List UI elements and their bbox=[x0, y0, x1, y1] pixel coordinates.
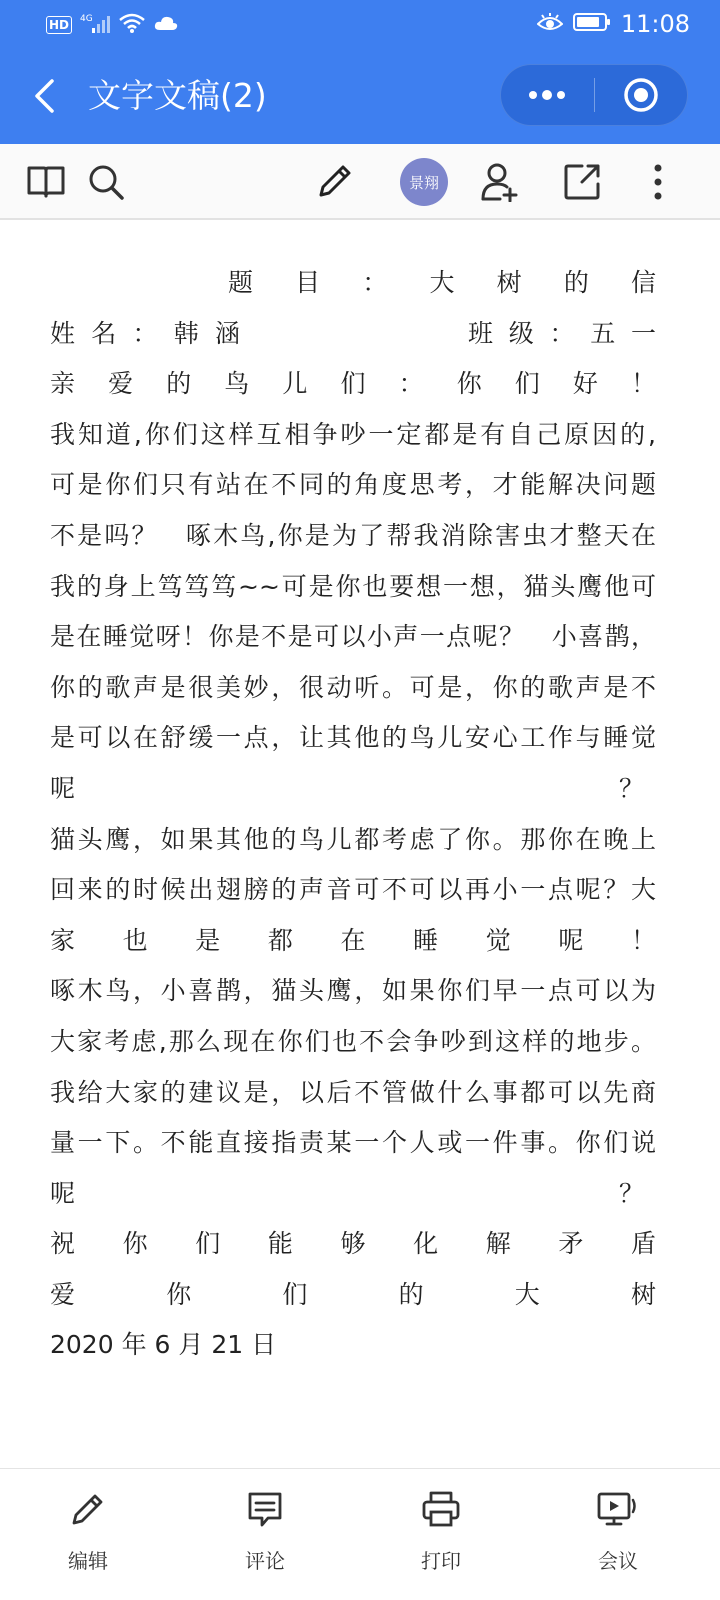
doc-line: 不是吗？ 啄木鸟,你是为了帮我消除害虫才整天在 bbox=[50, 520, 656, 550]
doc-date: 2020 年 6 月 21 日 bbox=[50, 1330, 277, 1360]
back-arrow-icon bbox=[32, 78, 56, 114]
edit-button[interactable] bbox=[38, 1487, 138, 1574]
doc-text: ？ bbox=[618, 1178, 644, 1208]
network-label: 4G bbox=[80, 14, 93, 24]
pencil-icon bbox=[315, 163, 353, 201]
doc-line: 我的身上笃笃笃~~可是你也要想一想，猫头鹰他可 bbox=[50, 571, 656, 601]
doc-text: 呢 bbox=[50, 773, 76, 803]
doc-line: 可是你们只有站在不同的角度思考，才能解决问题 bbox=[50, 470, 656, 500]
comment-icon bbox=[243, 1487, 287, 1531]
doc-line: 啄木鸟，小喜鹊，猫头鹰，如果你们早一点可以为 bbox=[50, 976, 656, 1006]
doc-line: 祝你们能够化解矛盾 bbox=[50, 1229, 656, 1259]
document-body bbox=[50, 258, 656, 1371]
mini-program-capsule bbox=[500, 64, 688, 126]
doc-line: 是在睡觉呀！你是不是可以小声一点呢？ 小喜鹊， bbox=[50, 622, 656, 652]
more-options-button[interactable] bbox=[634, 158, 682, 206]
close-target-icon bbox=[623, 77, 659, 113]
doc-line: 量一下。不能直接指责某一个人或一件事。你们说 bbox=[50, 1128, 656, 1158]
doc-line: 我给大家的建议是，以后不管做什么事都可以先商 bbox=[50, 1077, 656, 1107]
status-left bbox=[46, 12, 178, 38]
doc-line: 猫头鹰，如果其他的鸟儿都考虑了你。那你在晚上 bbox=[50, 824, 656, 854]
doc-text: ？ bbox=[618, 773, 644, 803]
status-bar bbox=[0, 0, 720, 48]
pencil-button[interactable] bbox=[310, 158, 358, 206]
printer-icon bbox=[419, 1487, 463, 1531]
doc-line: 是可以在舒缓一点，让其他的鸟儿安心工作与睡觉 bbox=[50, 723, 656, 753]
book-button[interactable] bbox=[22, 158, 70, 206]
share-button[interactable] bbox=[558, 158, 606, 206]
document-title: 文字文稿(2) bbox=[88, 76, 267, 115]
meeting-label: 会议 bbox=[598, 1549, 638, 1573]
doc-line: 回来的时候出翅膀的声音可不可以再小一点呢？大 bbox=[50, 875, 656, 905]
battery-icon bbox=[573, 10, 611, 38]
title-bar bbox=[0, 48, 720, 144]
doc-line: 题目：大树的信 bbox=[228, 268, 656, 297]
eye-icon bbox=[537, 10, 563, 38]
meeting-screen-icon bbox=[596, 1487, 640, 1531]
comment-button[interactable] bbox=[215, 1487, 315, 1574]
document-toolbar bbox=[0, 144, 720, 220]
signal-icon bbox=[80, 12, 110, 38]
status-time: 11:08 bbox=[620, 10, 690, 38]
doc-line: 大家考虑,那么现在你们也不会争吵到这样的地步。 bbox=[50, 1026, 656, 1056]
search-icon bbox=[87, 163, 125, 201]
back-button[interactable] bbox=[24, 74, 64, 118]
comment-label: 评论 bbox=[245, 1549, 285, 1573]
doc-text: 呢 bbox=[50, 1178, 76, 1208]
share-icon bbox=[562, 162, 602, 202]
close-button[interactable] bbox=[595, 64, 688, 126]
book-icon bbox=[27, 165, 65, 199]
doc-line: 爱你们的大树 bbox=[50, 1279, 656, 1309]
edit-label: 编辑 bbox=[68, 1549, 108, 1573]
status-right bbox=[537, 10, 690, 38]
doc-line: 我知道,你们这样互相争吵一定都是有自己原因的, bbox=[50, 419, 656, 449]
more-dots-icon bbox=[527, 89, 567, 101]
doc-line: 亲爱的鸟儿们：你们好！ bbox=[50, 369, 656, 399]
cloud-icon bbox=[154, 15, 178, 35]
search-button[interactable] bbox=[82, 158, 130, 206]
edit-pencil-icon bbox=[66, 1487, 110, 1531]
add-collaborator-button[interactable] bbox=[476, 158, 524, 206]
doc-line bbox=[50, 1169, 656, 1220]
more-button[interactable] bbox=[501, 64, 594, 126]
print-button[interactable] bbox=[391, 1487, 491, 1574]
more-vertical-icon bbox=[652, 162, 664, 202]
add-user-icon bbox=[480, 162, 520, 202]
class-field: 班级：五一 bbox=[468, 318, 656, 348]
print-label: 打印 bbox=[421, 1549, 461, 1573]
bottom-action-bar bbox=[0, 1468, 720, 1600]
wifi-icon bbox=[118, 12, 146, 38]
doc-line: 家也是都在睡觉呢！ bbox=[50, 925, 656, 955]
doc-line bbox=[50, 764, 656, 815]
doc-line: 你的歌声是很美妙，很动听。可是，你的歌声是不 bbox=[50, 672, 656, 702]
name-field: 姓名：韩涵 bbox=[50, 318, 240, 348]
hd-badge: HD bbox=[46, 16, 72, 34]
avatar[interactable]: 景翔 bbox=[400, 158, 448, 206]
meeting-button[interactable] bbox=[568, 1487, 668, 1574]
doc-line bbox=[50, 309, 656, 360]
